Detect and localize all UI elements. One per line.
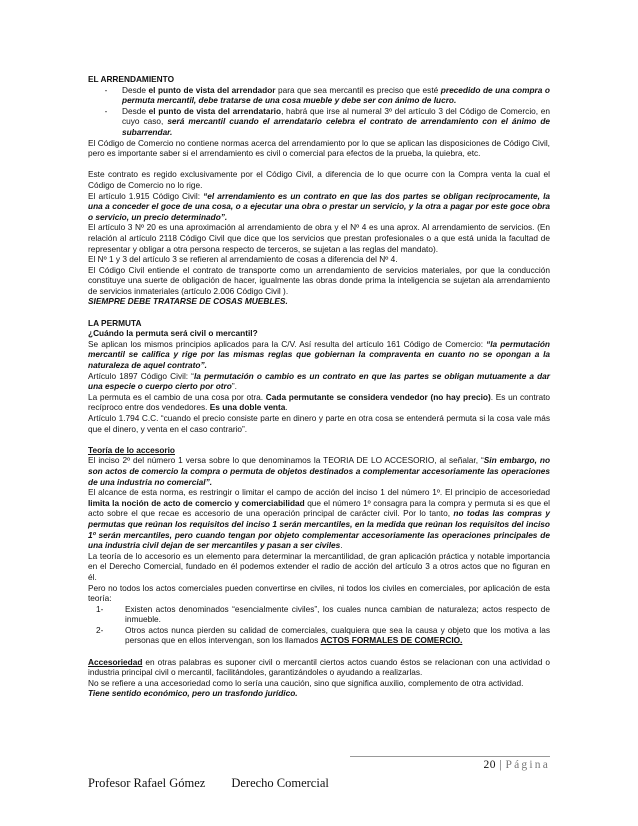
text-run: La permuta es el cambio de una cosa por otra. bbox=[88, 391, 266, 402]
paragraph: La teoría de lo accesorio es un elemento para determinar la mercantilidad, de gran aplicación práctica y notable importancia en el Derecho Comercial, fundado en él podemos extender el radio de acción del artículo 3 a otros actos que no figuran en él. bbox=[88, 550, 550, 582]
spacer bbox=[88, 307, 550, 318]
section-title-permuta: LA PERMUTA bbox=[88, 317, 142, 328]
list-number: 2- bbox=[96, 624, 104, 635]
numbered-item bbox=[88, 604, 550, 625]
text-run: . bbox=[340, 540, 343, 551]
list-item bbox=[88, 85, 550, 106]
numbered-item-text bbox=[125, 625, 550, 646]
spacer bbox=[88, 434, 550, 445]
paragraph bbox=[88, 657, 550, 678]
quote-inciso-2: Sin embargo, no son actos de comercio la compra o permuta de objetos destinados a complementar accesoriamente las operaciones de una industria no comercial”. bbox=[88, 455, 551, 487]
footer-author: Profesor Rafael Gómez bbox=[88, 776, 206, 790]
text-run-bold: el punto de vista del arrendador bbox=[148, 84, 276, 95]
page-number-footer bbox=[483, 759, 550, 771]
quote-article-1897: la permutación o cambio es un contrato en que las partes se obligan mutuamente a dar una especie o cuerpo cierto por otro bbox=[88, 370, 550, 392]
footer-separator: | bbox=[499, 759, 503, 771]
paragraph bbox=[88, 392, 550, 413]
text-run-bold-underline: ACTOS FORMALES DE COMERCIO. bbox=[320, 635, 463, 646]
paragraph: El artículo 3 Nº 20 es una aproximación al arrendamiento de obra y el Nº 4 es una aprox. Al arrendamiento de servicios. (En relación al artículo 2118 Código Civil que dice que los servicios que prestan profesionales o a que está unida la facultad de representar y obligar a otra persona respecto de terceros, se sujetan a las reglas del mandato). bbox=[88, 222, 550, 254]
list-dash: - bbox=[104, 105, 108, 116]
text-run-bold-italic: será mercantil cuando el arrendatario celebra el contrato de arrendamiento con el ánimo de subarrendar. bbox=[122, 116, 550, 137]
paragraph-emphasis: Tiene sentido económico, pero un trasfondo jurídico. bbox=[88, 688, 298, 699]
section-subtitle: ¿Cuándo la permuta será civil o mercantil? bbox=[88, 328, 258, 339]
quote-article-161: “la permutación mercantil se califica y rige por las mismas reglas que gobiernan la compraventa en cuanto no se opongan a la naturaleza de aquel contrato”. bbox=[88, 338, 550, 371]
paragraph bbox=[88, 371, 550, 392]
spacer bbox=[88, 159, 550, 170]
paragraph bbox=[88, 455, 550, 487]
text-run: Desde bbox=[122, 105, 149, 116]
text-run: El inciso 2º del número 1 versa sobre lo que denominamos la TEORIA DE LO ACCESORIO, al señalar, “ bbox=[88, 455, 484, 466]
paragraph: Este contrato es regido exclusivamente por el Código Civil, a diferencia de lo que ocurre con la Compra venta la cual el Código de Comercio no lo rige. bbox=[88, 169, 550, 190]
footer-course: Derecho Comercial bbox=[231, 776, 329, 790]
section-title-arrendamiento: EL ARRENDAMIENTO bbox=[88, 74, 175, 84]
text-run-bold: Es una doble venta bbox=[209, 402, 286, 413]
text-run-bold: limita la noción de acto de comercio y comerciabilidad bbox=[88, 497, 305, 508]
page-footer bbox=[88, 776, 329, 791]
text-run-bold-italic: precedido de una compra o permuta mercantil, debe tratarse de una cosa mueble y debe ser con ánimo de lucro. bbox=[122, 84, 550, 106]
list-item bbox=[88, 106, 550, 138]
text-run: El artículo 1.915 Código Civil: bbox=[88, 190, 204, 201]
paragraph: No se refiere a una accesoriedad como lo sería una caución, sino que significa auxilio, complemento de otra actividad. bbox=[88, 677, 524, 688]
quote-article-1915: “el arrendamiento es un contrato en que las dos partes se obligan recíprocamente, la una a conceder el goce de una cosa, o a ejecutar una obra o prestar un servicio, y la otra a pagar por este goce obra o servicio, un precio determinado”. bbox=[88, 190, 550, 222]
paragraph: El Nº 1 y 3 del artículo 3 se refieren al arrendamiento de cosas a diferencia del Nº 4. bbox=[88, 254, 398, 265]
text-run-bold-italic: no todas las compras y permutas que reúnan los requisitos del inciso 1 serán mercantiles, en la medida que reúnan los requisitos del inciso 1º serán mercantiles, pero cuando tengan por objeto complementar accesoriamente las operaciones principales de una industria civil dejan de ser mercantiles y pasan a ser civiles bbox=[88, 508, 550, 551]
text-run: , habrá que irse al numeral 3º del artículo 3 del Código de Comercio, en cuyo caso, bbox=[122, 105, 550, 127]
paragraph: El Código de Comercio no contiene normas acerca del arrendamiento por lo que se aplican las disposiciones de Código Civil, pero es importante saber si el arrendamiento es civil o comercial para efectos de la prueba, la quiebra, etc. bbox=[88, 137, 550, 159]
paragraph bbox=[88, 191, 550, 223]
text-run: . bbox=[285, 402, 288, 413]
text-run-bold-underline: Accesoriedad bbox=[88, 656, 143, 667]
text-run: Desde bbox=[122, 84, 149, 95]
list-dash: - bbox=[104, 84, 108, 95]
spacer bbox=[88, 646, 550, 657]
document-body bbox=[88, 74, 550, 699]
text-run: Otros actos nunca pierden su calidad de comerciales, cualquiera que sea la causa y objeto que los motiva a las personas que en ellos intervengan, son los llamados bbox=[125, 624, 550, 646]
text-run-bold: el punto de vista del arrendatario bbox=[148, 105, 282, 116]
list-item-text bbox=[122, 85, 550, 106]
text-run: Artículo 1897 Código Civil: “ bbox=[88, 370, 194, 381]
text-run-bold: Cada permutante se considera vendedor (no hay precio) bbox=[265, 391, 491, 402]
numbered-item-text: Existen actos denominados “esencialmente civiles”, los cuales nunca cambian de naturaleza; actos respecto de inmueble. bbox=[125, 603, 550, 625]
text-run: para que sea mercantil es preciso que esté bbox=[275, 84, 441, 95]
page-word: Página bbox=[505, 759, 550, 771]
text-run: El alcance de esta norma, es restringir o limitar el campo de acción del inciso 1 del número 1º. El principio de accesoriedad bbox=[88, 487, 550, 498]
footer-divider bbox=[350, 756, 550, 757]
text-run: en otras palabras es suponer civil o mercantil ciertos actos cuando éstos se relacionan con una actividad o industria principal civil o mercantil, facilitándoles, garantizándoles o ayudando a realizarlas. bbox=[88, 656, 550, 678]
paragraph: Artículo 1.794 C.C. “cuando el precio consiste parte en dinero y parte en otra cosa se entenderá permuta si la cosa vale más que el dinero, y venta en el caso contrario”. bbox=[88, 413, 550, 434]
text-run: que el número 1º consagra para la compra y permuta si es que el acto sobre el que recae es accesorio de una operación principal de carácter civil. Por lo tanto, bbox=[88, 497, 550, 519]
paragraph-emphasis: SIEMPRE DEBE TRATARSE DE COSAS MUEBLES. bbox=[88, 296, 288, 307]
list-number: 1- bbox=[96, 603, 104, 614]
text-run: Se aplican los mismos principios aplicados para la C/V. Así resulta del artículo 161 Código de Comercio: bbox=[88, 338, 487, 349]
text-run: . Es un contrato recíproco entre dos vendedores. bbox=[88, 391, 550, 413]
list-item-text bbox=[122, 106, 550, 138]
paragraph: El Código Civil entiende el contrato de transporte como un arrendamiento de servicios materiales, por que la conducción constituye una suerte de obligación de hacer, igualmente las obras donde prima la inteligencia se sujetan ala arrendamiento de servicios inmateriales (artículo 2.006 Código Civil ). bbox=[88, 264, 550, 296]
text-run: ”. bbox=[231, 381, 237, 392]
paragraph bbox=[88, 339, 550, 371]
numbered-item bbox=[88, 625, 550, 646]
section-title-accesorio: Teoría de lo accesorio bbox=[88, 444, 175, 455]
page-number: 20 bbox=[483, 759, 496, 771]
paragraph bbox=[88, 487, 550, 551]
paragraph: Pero no todos los actos comerciales pueden convertirse en civiles, ni todos los civiles en comerciales, por aplicación de esta teoría: bbox=[88, 582, 550, 604]
